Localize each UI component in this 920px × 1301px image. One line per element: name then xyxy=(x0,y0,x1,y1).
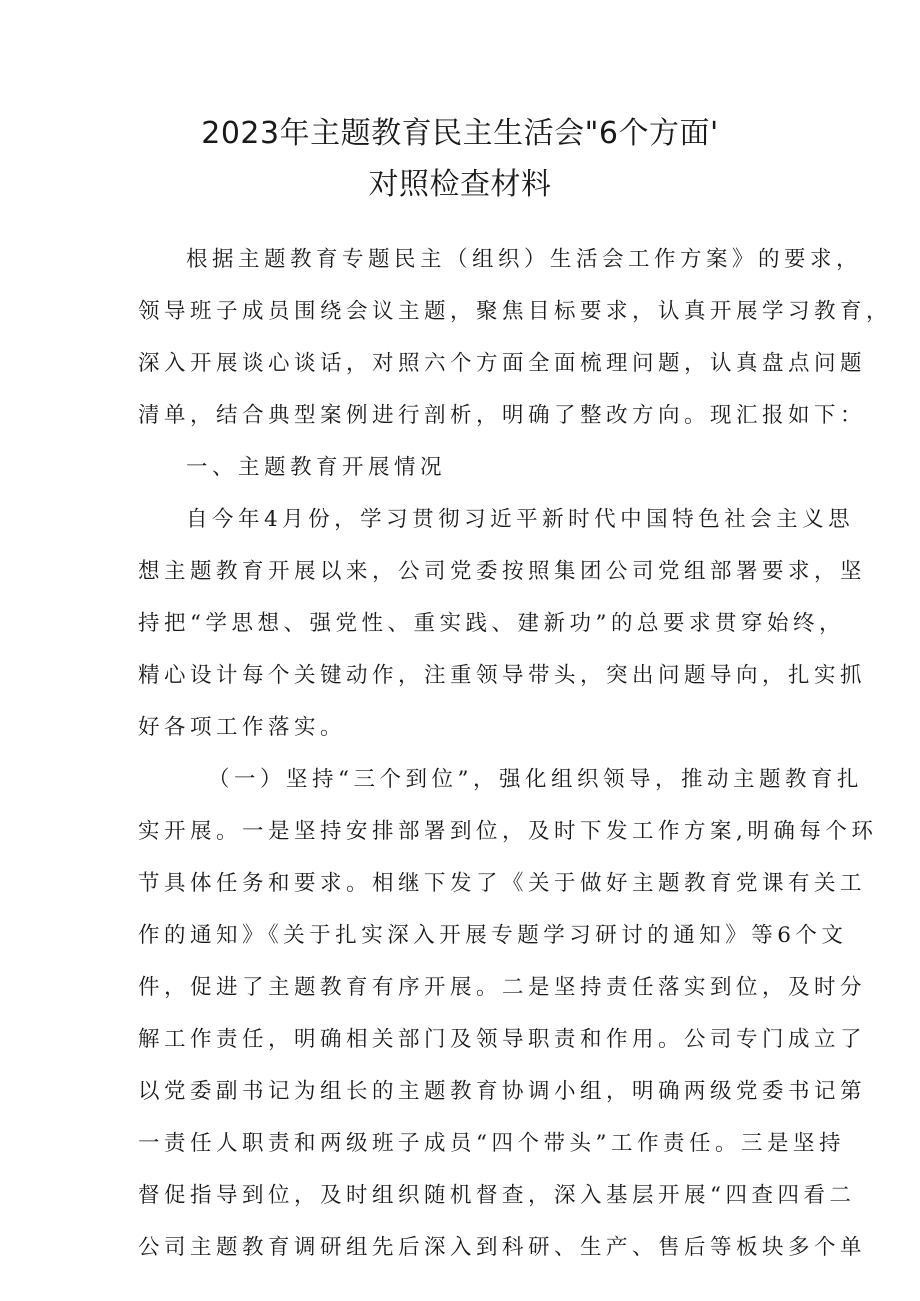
body-line: 好各项工作落实。 xyxy=(138,715,347,740)
body-line: 以党委副书记为组长的主题教育协调小组，明确两级党委书记第 xyxy=(138,1079,867,1104)
body-line: 一、主题教育开展情况 xyxy=(186,455,447,480)
body-line: 督促指导到位，及时组织随机督查，深入基层开展“四查四看二 xyxy=(138,1183,856,1208)
document-body xyxy=(138,234,893,1274)
body-line: 精心设计每个关键动作，注重领导带头，突出问题导向，扎实抓 xyxy=(138,663,867,688)
body-line: 深入开展谈心谈话，对照六个方面全面梳理问题，认真盘点问题 xyxy=(138,351,867,376)
body-line: 实开展。一是坚持安排部署到位，及时下发工作方案,明确每个环 xyxy=(138,819,878,844)
body-line: 自今年4月份，学习贯彻习近平新时代中国特色社会主义思 xyxy=(186,507,855,532)
body-line: 领导班子成员围绕会议主题，聚焦目标要求，认真开展学习教育， xyxy=(138,299,893,324)
body-line: 作的通知》《关于扎实深入开展专题学习研讨的通知》等6个文 xyxy=(138,923,848,948)
body-line: 清单，结合典型案例进行剖析，明确了整改方向。现汇报如下： xyxy=(138,403,867,428)
body-line: 节具体任务和要求。相继下发了《关于做好主题教育党课有关工 xyxy=(138,871,867,896)
document-title-line-2: 对照检查材料 xyxy=(368,167,552,202)
body-line: 公司主题教育调研组先后深入到科研、生产、售后等板块多个单 xyxy=(138,1235,867,1260)
body-line: （一）坚持“三个到位”，强化组织领导，推动主题教育扎 xyxy=(208,767,863,792)
body-line: 持把“学思想、强党性、重实践、建新功”的总要求贯穿始终， xyxy=(138,611,845,636)
body-line: 件，促进了主题教育有序开展。二是坚持责任落实到位，及时分 xyxy=(138,975,867,1000)
document-title-line-1: 2023年主题教育民主生活会"6个方面' xyxy=(201,116,719,151)
body-line: 解工作责任，明确相关部门及领导职责和作用。公司专门成立了 xyxy=(138,1027,867,1052)
body-line: 一责任人职责和两级班子成员“四个带头”工作责任。三是坚持 xyxy=(138,1131,845,1156)
body-line: 根据主题教育专题民主（组织）生活会工作方案》的要求， xyxy=(186,247,863,272)
body-line: 想主题教育开展以来，公司党委按照集团公司党组部署要求，坚 xyxy=(138,559,867,584)
